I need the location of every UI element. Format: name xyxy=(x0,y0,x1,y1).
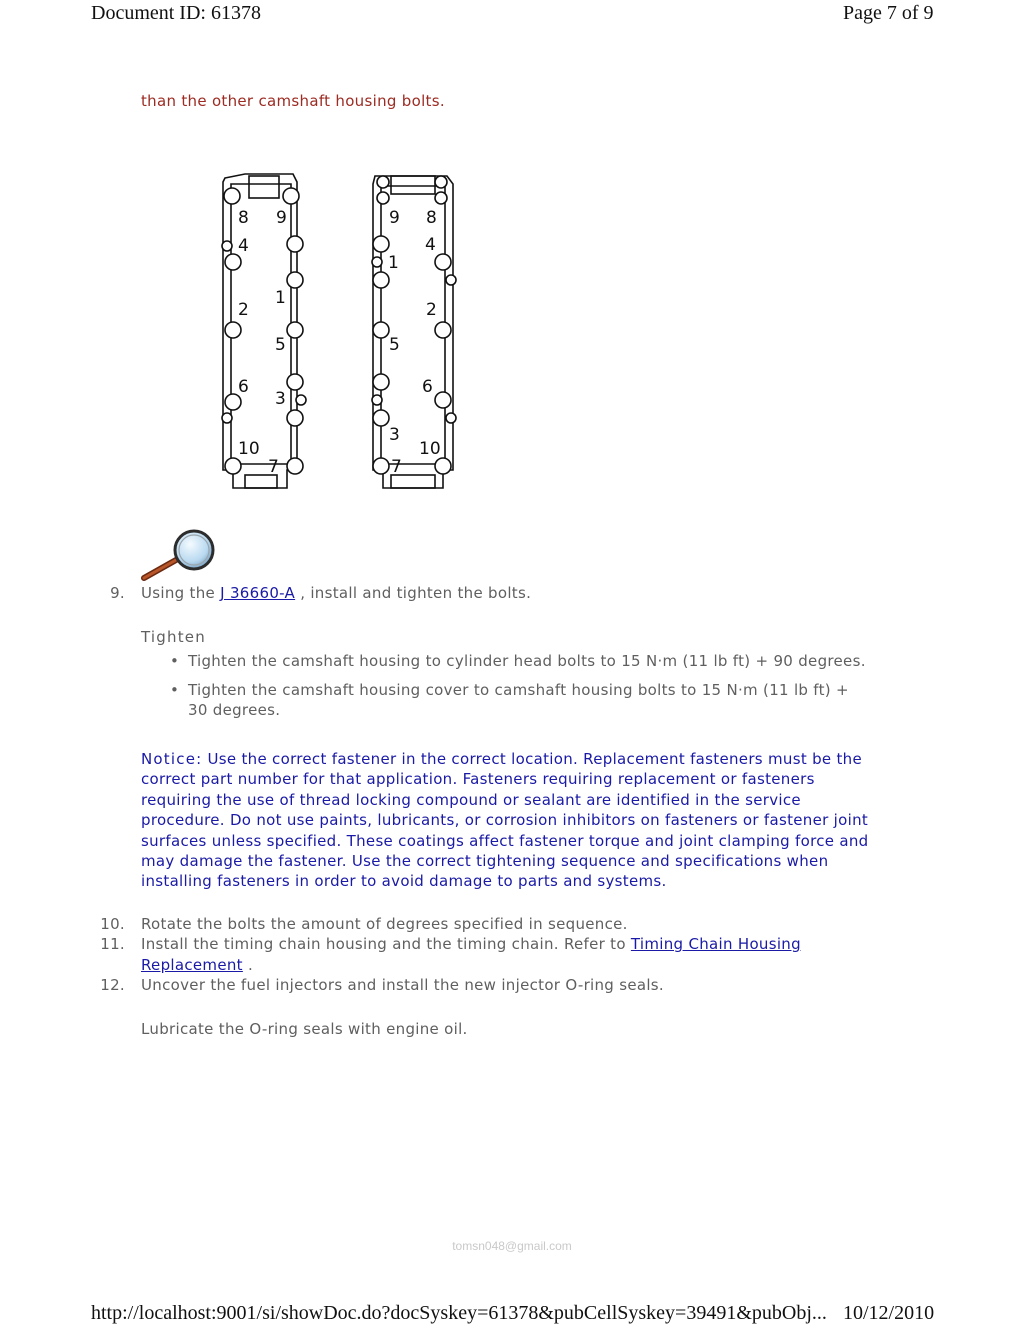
notice-block xyxy=(141,749,941,892)
bolt-label: 10 xyxy=(238,439,260,459)
step-9-text-before: Using the xyxy=(141,584,216,602)
bolt-label: 3 xyxy=(275,389,286,409)
step-11-text-before: Install the timing chain housing and the timing chain. Refer to xyxy=(141,935,626,953)
notice-line: Use the correct fastener in the correct location. Replacement fasteners must be the xyxy=(207,750,863,768)
intro-text: than the other camshaft housing bolts. xyxy=(141,92,445,110)
step-number: 11. xyxy=(100,935,125,953)
notice-line: requiring the use of thread locking compound or sealant are identified in the service xyxy=(141,790,801,809)
document-id: Document ID: 61378 xyxy=(91,2,261,24)
bolt-label: 7 xyxy=(391,457,402,477)
bolt-label: 7 xyxy=(268,457,279,477)
step-9-text-after: , install and tighten the bolts. xyxy=(300,584,532,602)
bolt-label: 9 xyxy=(276,208,287,228)
tool-link-j36660a[interactable]: J 36660-A xyxy=(220,584,296,602)
timing-chain-housing-link-cont[interactable]: Replacement xyxy=(141,956,243,974)
bolt-label: 10 xyxy=(419,439,441,459)
bolt-label: 1 xyxy=(388,253,399,273)
step-number: 10. xyxy=(100,915,125,933)
notice-line: may damage the fastener. Use the correct tightening sequence and specifications when xyxy=(141,852,829,871)
bolt-label: 4 xyxy=(425,235,436,255)
notice-line: surfaces unless specified. These coatings affect fastener torque and joint clamping force and xyxy=(141,831,869,850)
right-housing-sequence-labels xyxy=(388,208,441,477)
footer-url: http://localhost:9001/si/showDoc.do?docSyskey=61378&pubCellSyskey=39491&pubObj... xyxy=(91,1302,827,1324)
step-10-text: Rotate the bolts the amount of degrees specified in sequence. xyxy=(141,915,628,933)
bolt-label: 1 xyxy=(275,288,286,308)
tighten-spec-2-cont: 30 degrees. xyxy=(188,701,281,719)
step-12-text: Uncover the fuel injectors and install the new injector O-ring seals. xyxy=(141,976,664,994)
bolt-label: 3 xyxy=(389,425,400,445)
step-11-text-cont xyxy=(141,956,253,974)
bolt-label: 6 xyxy=(238,377,249,397)
timing-chain-housing-link[interactable]: Timing Chain Housing xyxy=(630,935,801,953)
bolt-label: 9 xyxy=(389,208,400,228)
notice-label: Notice: xyxy=(141,750,203,768)
bolt-label: 4 xyxy=(238,236,249,256)
bolt-sequence-diagram xyxy=(215,170,465,495)
step-number: 12. xyxy=(100,976,125,994)
tighten-heading: Tighten xyxy=(141,628,206,646)
left-housing-sequence-labels xyxy=(238,208,287,477)
right-housing-bolts xyxy=(372,176,456,474)
magnifier-icon[interactable] xyxy=(140,528,218,582)
bolt-label: 2 xyxy=(426,300,437,320)
bolt-label: 5 xyxy=(275,335,286,355)
left-housing-bolts xyxy=(222,188,306,474)
bolt-label: 2 xyxy=(238,300,249,320)
bolt-label: 8 xyxy=(426,208,437,228)
step-11-period: . xyxy=(247,956,254,974)
tighten-spec-2: Tighten the camshaft housing cover to camshaft housing bolts to 15 N·m (11 lb ft) + xyxy=(188,681,849,699)
bullet-marker: • xyxy=(170,652,180,670)
notice-line: correct part number for that application. Fasteners requiring replacement or fasteners xyxy=(141,770,815,789)
step-9-text xyxy=(141,584,531,602)
step-number: 9. xyxy=(110,584,125,602)
watermark: tomsn048@gmail.com xyxy=(452,1239,572,1253)
bullet-marker: • xyxy=(170,681,180,699)
bolt-label: 5 xyxy=(389,335,400,355)
step-11-text xyxy=(141,935,801,953)
notice-line: installing fasteners in order to avoid damage to parts and systems. xyxy=(141,872,667,891)
bolt-label: 6 xyxy=(422,377,433,397)
bolt-label: 8 xyxy=(238,208,249,228)
page-number: Page 7 of 9 xyxy=(843,2,934,24)
notice-line: procedure. Do not use paints, lubricants, or corrosion inhibitors on fasteners or fastener joint xyxy=(141,811,869,830)
tighten-spec-1: Tighten the camshaft housing to cylinder head bolts to 15 N·m (11 lb ft) + 90 degrees. xyxy=(188,652,866,670)
footer-date: 10/12/2010 xyxy=(843,1302,935,1324)
step-12-subtext: Lubricate the O-ring seals with engine oil. xyxy=(141,1020,468,1038)
